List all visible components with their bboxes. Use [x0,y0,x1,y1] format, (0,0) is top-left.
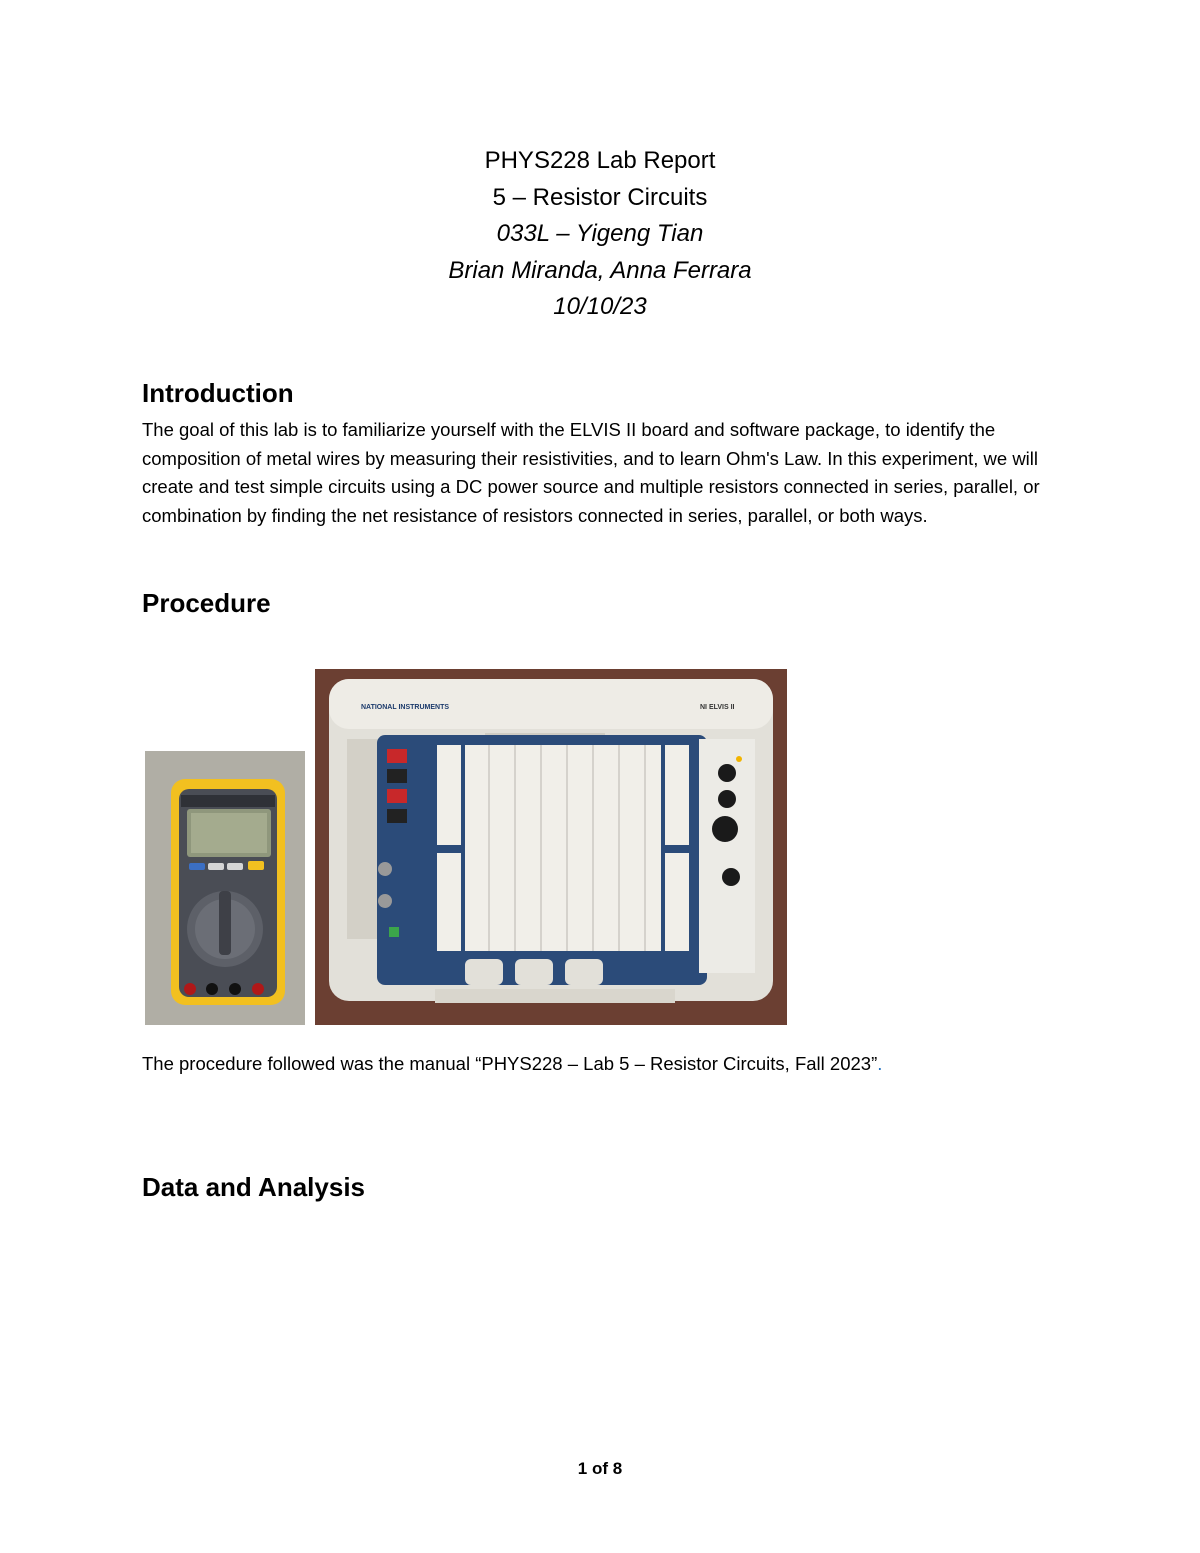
procedure-heading: Procedure [142,588,271,618]
board-model-label: NI ELVIS II [700,704,735,711]
report-course-title: PHYS228 Lab Report [484,147,716,174]
report-date: 10/10/23 [553,293,647,320]
report-section: 033L – Yigeng Tian [496,220,704,247]
procedure-caption-period: . [877,1053,883,1074]
multimeter-photo [145,751,305,1025]
elvis-board-photo [315,669,787,1025]
procedure-caption-text: The procedure followed was the manual “PHYS228 – Lab 5 – Resistor Circuits, Fall 2023” [142,1053,878,1074]
procedure-caption [142,1050,882,1078]
title-block [0,143,1200,326]
data-analysis-heading: Data and Analysis [142,1172,366,1202]
report-partners: Brian Miranda, Anna Ferrara [448,256,752,284]
board-brand-label: NATIONAL INSTRUMENTS [361,704,450,711]
multimeter-illustration [145,751,305,1025]
report-lab-title: 5 – Resistor Circuits [492,183,708,211]
introduction-heading: Introduction [142,378,294,408]
elvis-board-illustration [315,669,787,1025]
page-number: 1 of 8 [577,1459,623,1478]
introduction-body: The goal of this lab is to familiarize yourself with the ELVIS II board and software package, to identify the composition of metal wires by measuring their resistivities, and to learn Ohm's Law. In this experiment, we will create and test simple circuits using a DC power source and multiple resistors connected in series, parallel, or combination by finding the net resistance of resistors connected in series, parallel, or both ways. [142,419,1040,526]
